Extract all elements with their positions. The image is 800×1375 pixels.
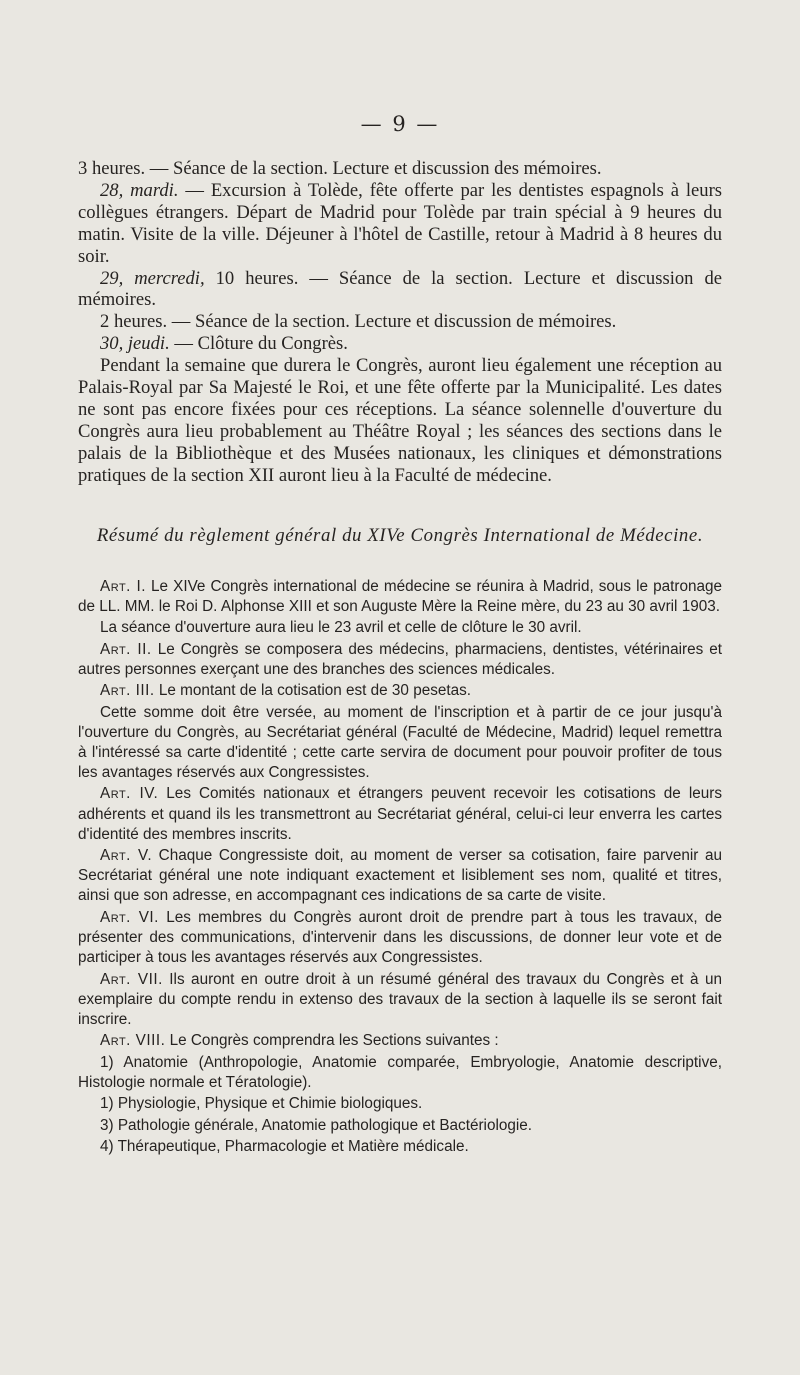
article-number: Art. VI.	[100, 908, 159, 926]
article-number: Art. II.	[100, 640, 152, 658]
schedule-paragraph	[78, 333, 722, 355]
day-label: 28, mardi.	[100, 179, 179, 201]
article-number: Art. VII.	[100, 970, 163, 988]
article-number: Art. I.	[100, 577, 146, 595]
article-text: La séance d'ouverture aura lieu le 23 avril et celle de clôture le 30 avril.	[100, 619, 582, 637]
article-text: Chaque Congressiste doit, au moment de verser sa cotisation, faire parvenir au Secrétariat général une note indiquant exactement et lisiblement ses nom, qualité et titres, ainsi que son adresse, en accompagnant ces indications de sa carte de visite.	[78, 847, 722, 905]
page-number: — 9 —	[360, 112, 440, 136]
article-text: Ils auront en outre droit à un résumé général des travaux du Congrès et à un exemplaire du compte rendu in extenso des travaux de la section à laquelle ils se seront fait inscrire.	[78, 970, 723, 1028]
schedule-paragraph	[78, 355, 722, 486]
section-list-item	[78, 1137, 722, 1157]
article-paragraph	[78, 618, 722, 638]
regulation-articles	[78, 577, 722, 1158]
paragraph-text: Pendant la semaine que durera le Congrès, auront lieu également une réception au Palais-Royal par Sa Majesté le Roi, et une fête offerte par la Municipalité. Les dates ne sont pas encore fixées pour ces réceptions. La séance solennelle d'ouverture du Congrès aura lieu probablement au Théâtre Royal ; les séances des sections dans le palais de la Bibliothèque et des Musées nationaux, les cliniques et démonstrations pratiques de la section XII auront lieu à la Faculté de médecine.	[78, 355, 722, 486]
schedule-paragraph	[78, 180, 722, 268]
article-paragraph	[78, 970, 722, 1030]
paragraph-text: 2 heures. — Séance de la section. Lecture et discussion de mémoires.	[100, 311, 617, 333]
article-text: Cette somme doit être versée, au moment de l'inscription et à partir de ce jour jusqu'à l'ouverture du Congrès, au Secrétariat général (Faculté de Médecine, Madrid) lequel remettra à l'intéressé sa carte d'identité ; cette carte servira de document pour pouvoir profiter de tous les avantages réservés aux Congressistes.	[78, 703, 722, 781]
section-list-item	[78, 1116, 722, 1136]
article-text: Les membres du Congrès auront droit de prendre part à tous les travaux, de présenter des communications, d'intervenir dans les discussions, de donner leur vote et de participer à tous les avantages réservés aux Congressistes.	[78, 908, 722, 967]
article-paragraph	[78, 703, 722, 783]
article-text: 4) Thérapeutique, Pharmacologie et Matière médicale.	[100, 1138, 469, 1156]
paragraph-text: 10 heures. — Séance de la section. Lecture et discussion de mémoires.	[78, 267, 722, 311]
article-text: 1) Physiologie, Physique et Chimie biologiques.	[100, 1095, 423, 1113]
article-text: Le montant de la cotisation est de 30 pesetas.	[154, 682, 472, 700]
article-number: Art. IV.	[100, 785, 159, 803]
schedule-paragraph	[78, 158, 722, 180]
article-number: Art. III.	[100, 682, 155, 700]
day-label: 30, jeudi.	[100, 333, 170, 355]
article-number: Art. VIII.	[100, 1032, 166, 1050]
section-heading: Résumé du règlement général du XIVe Congrès International de Médecine.	[96, 524, 704, 546]
article-text: Le Congrès se composera des médecins, pharmaciens, dentistes, vétérinaires et autres personnes exerçant une des branches des sciences médicales.	[78, 640, 722, 678]
article-paragraph	[78, 577, 722, 617]
article-text: Le Congrès comprendra les Sections suivantes :	[165, 1032, 499, 1050]
article-paragraph	[78, 784, 722, 844]
article-text: Le XIVe Congrès international de médecine se réunira à Madrid, sous le patronage de LL. MM. le Roi D. Alphonse XIII et son Auguste Mère la Reine mère, du 23 au 30 avril 1903.	[78, 577, 723, 615]
section-list-item	[78, 1094, 722, 1114]
article-text: 1) Anatomie (Anthropologie, Anatomie comparée, Embryologie, Anatomie descriptive, Histologie normale et Tératologie).	[78, 1053, 722, 1091]
article-text: Les Comités nationaux et étrangers peuvent recevoir les cotisations de leurs adhérents et quand ils les transmettront au Secrétariat général, celui-ci leur enverra les cartes d'identité des membres inscrits.	[78, 785, 723, 843]
article-number: Art. V.	[100, 847, 153, 865]
article-paragraph	[78, 846, 722, 906]
schedule-section	[78, 158, 722, 487]
article-paragraph	[78, 908, 722, 968]
article-paragraph	[78, 1031, 722, 1051]
day-label: 29, mercredi,	[100, 267, 205, 289]
article-paragraph	[78, 640, 722, 680]
section-list-item	[78, 1053, 722, 1093]
schedule-paragraph	[78, 311, 722, 333]
article-text: 3) Pathologie générale, Anatomie pathologique et Bactériologie.	[100, 1116, 533, 1134]
article-paragraph	[78, 681, 722, 701]
paragraph-text: 3 heures. — Séance de la section. Lecture et discussion des mémoires.	[78, 158, 602, 179]
schedule-paragraph	[78, 268, 722, 312]
paragraph-text: — Clôture du Congrès.	[169, 333, 348, 355]
paragraph-text: — Excursion à Tolède, fête offerte par les dentistes espagnols à leurs collègues étrangers. Départ de Madrid pour Tolède par train spécial à 9 heures du matin. Visite de la ville. Déjeuner à l'hôtel de Castille, retour à Madrid à 8 heures du soir.	[78, 179, 723, 267]
